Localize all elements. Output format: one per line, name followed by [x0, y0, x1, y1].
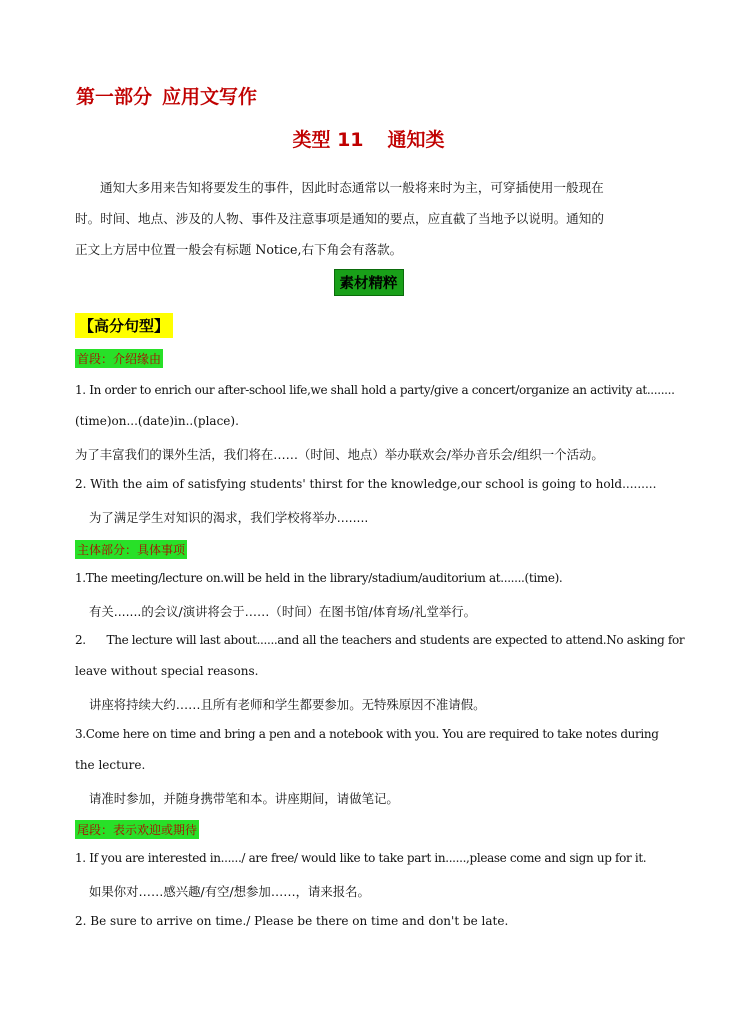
- sentence-line: 1.The meeting/lecture on.will be held in the library/stadium/auditorium at.......(time).: [75, 571, 563, 585]
- sentence-line: 1. In order to enrich our after-school life,we shall hold a party/give a concert/organize an activity at........: [75, 383, 675, 397]
- sentence-line: 2. Be sure to arrive on time./ Please be there on time and don't be late.: [75, 914, 509, 928]
- sentence-line: 2. With the aim of satisfying students' thirst for the knowledge,our school is going to hold.........: [75, 477, 657, 491]
- sentence-line: the lecture.: [75, 758, 146, 772]
- translation-line: 有关.......的会议/演讲将会于……（时间）在图书馆/体育场/礼堂举行。: [89, 604, 477, 619]
- closing-label: 尾段：表示欢迎或期待: [75, 820, 199, 839]
- sentence-line: 3.Come here on time and bring a pen and a notebook with you. You are required to take notes during: [75, 727, 659, 741]
- translation-line: 如果你对……感兴趣/有空/想参加……，请来报名。: [89, 884, 370, 899]
- part-subtitle: 应用文写作: [162, 86, 258, 108]
- intro-line: 时。时间、地点、涉及的人物、事件及注意事项是通知的要点，应直截了当地予以说明。通知的: [75, 211, 604, 226]
- body-label: 主体部分：具体事项: [75, 540, 187, 559]
- intro-paragraph: [75, 172, 665, 265]
- sentence-line: (time)on...(date)in..(place).: [75, 414, 239, 428]
- translation-line: 为了丰富我们的课外生活，我们将在……（时间、地点）举办联欢会/举办音乐会/组织一个活动。: [75, 447, 604, 462]
- sentence-line: leave without special reasons.: [75, 664, 259, 678]
- intro-line: 通知大多用来告知将要发生的事件，因此时态通常以一般将来时为主，可穿插使用一般现在: [100, 180, 604, 195]
- translation-line: 请准时参加，并随身携带笔和本。讲座期间，请做笔记。: [89, 791, 399, 806]
- opening-label: 首段：介绍缘由: [75, 349, 163, 368]
- translation-line: 讲座将持续大约……且所有老师和学生都要参加。无特殊原因不准请假。: [89, 697, 486, 712]
- type-title: [0, 125, 737, 152]
- type-name: 通知类: [387, 129, 445, 151]
- section-heading-label: 素材精粹: [334, 269, 404, 296]
- type-label: 类型 11: [292, 129, 364, 151]
- part-title: [76, 82, 257, 109]
- intro-line: 正文上方居中位置一般会有标题 Notice,右下角会有落款。: [75, 242, 403, 257]
- translation-line: 为了满足学生对知识的渴求，我们学校将举办........: [89, 510, 369, 525]
- part-title-label: 第一部分: [76, 86, 153, 108]
- section-heading: [0, 269, 737, 296]
- subsection-heading: 【高分句型】: [75, 313, 173, 338]
- sentence-line: 2. The lecture will last about......and all the teachers and students are expected to attend.No asking for: [75, 633, 685, 647]
- sentence-line: 1. If you are interested in....../ are free/ would like to take part in......,please come and sign up for it.: [75, 851, 647, 865]
